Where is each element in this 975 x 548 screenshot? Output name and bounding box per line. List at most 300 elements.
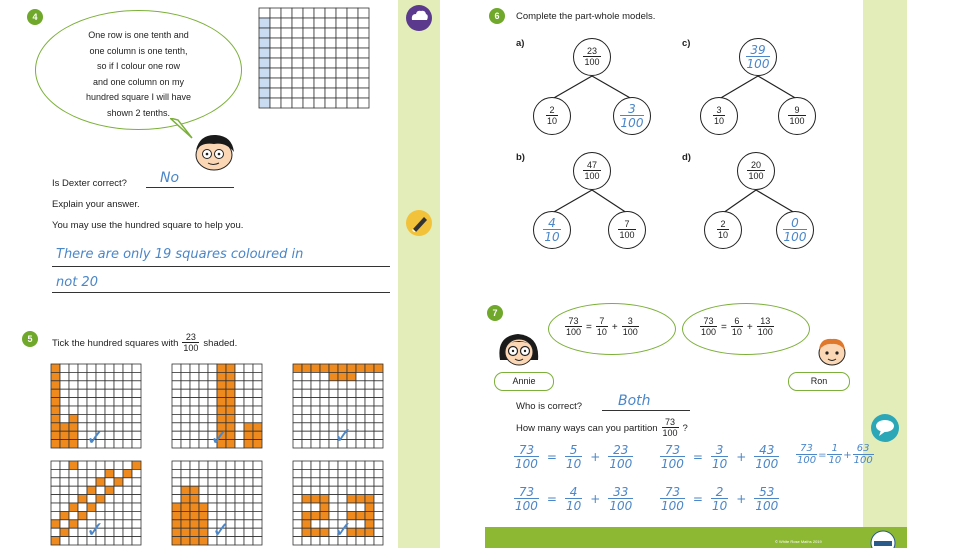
grid-square [293,389,302,397]
grid-square [60,406,69,414]
grid-square [87,461,96,469]
shaded-square [365,495,374,503]
grid-square [311,469,320,477]
grid-square [199,406,208,414]
grid-square [105,495,114,503]
grid-square [87,478,96,486]
shaded-square [320,364,329,372]
answer-line [146,187,234,188]
shaded-square [244,440,253,448]
frac-num: 39 [750,43,766,57]
grid-square [132,528,141,536]
grid-square [293,398,302,406]
grid-square [270,18,281,28]
speech-line: so if I colour one row [96,61,181,71]
grid-square [132,381,141,389]
grid-square [325,88,336,98]
grid-square [244,372,253,380]
frac-den: 100 [783,230,807,244]
grid-square [172,461,181,469]
grid-square [60,478,69,486]
grid-square [217,495,226,503]
grid-square [208,414,217,422]
tick-mark: ✓ [212,518,231,543]
shaded-square [311,364,320,372]
grid-square [190,364,199,372]
grid-square [114,528,123,536]
grid-square [105,431,114,439]
q5-prompt [52,333,237,353]
grid-square [329,478,338,486]
q4-answer: No [160,170,180,186]
grid-square [78,389,87,397]
grid-square [123,520,132,528]
grid-square [69,528,78,536]
grid-square [172,372,181,380]
grid-square [172,431,181,439]
grid-square [123,398,132,406]
grid-square [356,486,365,494]
grid-square [303,88,314,98]
grid-square [281,58,292,68]
grid-square [347,486,356,494]
grid-square [281,48,292,58]
grid-square [78,503,87,511]
grid-square [293,414,302,422]
grid-square [356,381,365,389]
grid-square [253,372,262,380]
frac-num: 73 [703,316,714,326]
grid-square [293,528,302,536]
frac [853,444,874,466]
grid-square [172,364,181,372]
plus-sign: + [736,492,747,506]
model-right-circle[interactable] [613,97,651,135]
tick-mark: ✓ [86,426,105,451]
shaded-square [365,528,374,536]
shaded-square [172,503,181,511]
grid-square [172,414,181,422]
shaded-square [226,398,235,406]
grid-square [320,398,329,406]
plus-sign: + [736,450,747,464]
grid-square [365,537,374,545]
frac [514,444,539,470]
grid-square [293,381,302,389]
model-whole-circle[interactable] [739,38,777,76]
shaded-square [217,364,226,372]
grid-square [356,520,365,528]
speech-line: and one column on my [92,76,185,87]
grid-square [302,406,311,414]
shaded-square [253,423,262,431]
shaded-square [329,364,338,372]
grid-square [60,461,69,469]
grid-square [69,469,78,477]
grid-square [253,478,262,486]
grid-square [329,406,338,414]
grid-square [132,478,141,486]
grid-square [314,8,325,18]
grid-square [235,495,244,503]
grid-square [235,431,244,439]
plus-sign: + [843,449,852,461]
grid-square [96,461,105,469]
equals-sign: = [721,321,727,333]
frac-num: 0 [791,216,799,230]
grid-square [60,398,69,406]
grid-square [374,414,383,422]
grid-square [105,503,114,511]
frac-den: 100 [609,499,633,513]
grid-square [302,478,311,486]
grid-square [132,520,141,528]
grid-square [123,486,132,494]
grid-square [51,495,60,503]
footer-bar [485,527,907,548]
grid-square [356,372,365,380]
q7-partition-prompt [516,418,688,438]
grid-square [172,486,181,494]
grid-square [253,486,262,494]
grid-square [244,478,253,486]
grid-square [123,440,132,448]
grid-square [181,406,190,414]
grid-square [320,461,329,469]
grid-square [244,406,253,414]
grid-square [253,414,262,422]
grid-square [123,503,132,511]
grid-square [329,503,338,511]
grid-square [208,503,217,511]
grid-square [356,398,365,406]
frac-num: 4 [569,485,578,499]
grid-square [347,58,358,68]
model-right-circle[interactable] [776,211,814,249]
frac [757,317,774,337]
grid-square [253,537,262,545]
equals-sign: = [546,450,557,464]
q5-prompt-after: shaded. [203,337,238,349]
grid-square [105,364,114,372]
grid-square [253,469,262,477]
shaded-square [311,495,320,503]
grid-square [132,431,141,439]
dexter-hundred-square [258,7,370,109]
model-fraction [747,161,764,181]
grid-square [253,381,262,389]
grid-square [208,372,217,380]
grid-square [325,8,336,18]
grid-square [69,495,78,503]
model-left-circle[interactable] [533,211,571,249]
grid-square [217,461,226,469]
grid-square [347,28,358,38]
grid-square [302,372,311,380]
grid-square [190,406,199,414]
grid-square [181,372,190,380]
grid-square [217,469,226,477]
grid-square [365,398,374,406]
frac-num: 33 [613,485,629,499]
grid-square [96,372,105,380]
grid-square [347,381,356,389]
frac-den: 10 [731,327,742,337]
grid-square [320,431,329,439]
grid-square [329,469,338,477]
grid-square [114,431,123,439]
grid-square [181,461,190,469]
grid-square [96,398,105,406]
grid-square [311,389,320,397]
grid-square [320,406,329,414]
model-left-circle [533,97,571,135]
grid-square [244,495,253,503]
grid-square [325,48,336,58]
grid-square [320,469,329,477]
model-fraction [546,106,558,126]
grid-square [311,440,320,448]
grid-square [311,486,320,494]
shaded-square [320,511,329,519]
grid-square [329,414,338,422]
grid-square [338,398,347,406]
grid-square [235,423,244,431]
grid-square [132,440,141,448]
shaded-square [199,503,208,511]
grid-square [374,503,383,511]
grid-square [105,461,114,469]
shaded-square [226,414,235,422]
grid-square [105,537,114,545]
frac-den: 100 [701,327,717,337]
grid-square [303,28,314,38]
grid-square [78,364,87,372]
grid-square [302,431,311,439]
shaded-square [320,528,329,536]
grid-square [69,398,78,406]
shaded-square [217,414,226,422]
frac [565,317,582,337]
grid-square [314,88,325,98]
frac-num: 53 [759,485,775,499]
grid-square [356,469,365,477]
grid-square [60,503,69,511]
grid-square [293,440,302,448]
frac-num: 5 [569,443,578,457]
grid-square [105,511,114,519]
grid-square [320,520,329,528]
frac-den: 100 [662,428,678,438]
frac-den: 100 [609,457,633,471]
grid-square [374,461,383,469]
grid-square [123,423,132,431]
shaded-square [217,372,226,380]
grid-square [105,389,114,397]
grid-square [181,381,190,389]
grid-square [132,372,141,380]
grid-square [199,389,208,397]
grid-square [253,511,262,519]
grid-square [199,495,208,503]
grid-square [374,389,383,397]
grid-square [114,469,123,477]
grid-square [181,423,190,431]
frac-num: 1 [831,443,839,454]
grid-square [311,537,320,545]
grid-square [51,511,60,519]
shaded-square [217,406,226,414]
shaded-square [181,503,190,511]
q4-question: Is Dexter correct? [52,178,127,189]
grid-square [69,372,78,380]
frac [622,317,639,337]
frac-num: 13 [760,316,771,326]
grid-square [365,423,374,431]
frac-den: 100 [183,343,199,353]
grid-square [311,398,320,406]
grid-square [132,537,141,545]
discussion-speech-icon [869,412,901,444]
shaded-square [199,537,208,545]
grid-square [123,511,132,519]
grid-square [347,68,358,78]
grid-square [132,495,141,503]
grid-square [60,520,69,528]
grid-square [270,78,281,88]
grid-square [181,364,190,372]
frac-den: 100 [757,327,773,337]
grid-square [374,381,383,389]
grid-square [329,461,338,469]
shaded-square [51,364,60,372]
grid-square [358,18,369,28]
grid-square [190,461,199,469]
grid-square [87,469,96,477]
question-7-badge: 7 [487,305,503,321]
written-partition [660,486,779,512]
plus-sign: + [611,321,618,333]
grid-square [320,372,329,380]
frac-num: 73 [664,443,681,457]
grid-square [270,98,281,108]
grid-square [358,88,369,98]
grid-square [281,88,292,98]
frac-den: 10 [565,457,582,471]
q7-answer: Both [618,393,651,409]
grid-square [78,461,87,469]
grid-square [314,18,325,28]
grid-square [320,537,329,545]
shaded-square [259,48,270,58]
grid-square [190,478,199,486]
grid-square [114,520,123,528]
grid-square [181,469,190,477]
plus-sign: + [590,492,601,506]
shaded-square [96,495,105,503]
grid-square [365,469,374,477]
grid-square [253,389,262,397]
grid-square [96,414,105,422]
grid-square [325,38,336,48]
grid-square [253,528,262,536]
grid-square [132,389,141,397]
grid-square [190,440,199,448]
frac-den: 10 [544,230,560,244]
grid-square [87,406,96,414]
shaded-square [51,537,60,545]
grid-square [199,440,208,448]
grid-square [253,406,262,414]
grid-square [123,381,132,389]
grid-square [244,398,253,406]
shaded-square [69,431,78,439]
frac [754,486,779,512]
grid-square [302,389,311,397]
frac [731,317,743,337]
grid-square [96,381,105,389]
shaded-square [226,372,235,380]
annie-avatar-icon [496,330,542,370]
frac-den: 10 [711,499,728,513]
grid-square [123,364,132,372]
grid-square [270,8,281,18]
grid-square [114,414,123,422]
shaded-square [347,495,356,503]
grid-square [347,503,356,511]
shaded-square [123,469,132,477]
grid-square [311,461,320,469]
grid-square [356,389,365,397]
grid-square [244,520,253,528]
grid-square [181,414,190,422]
grid-square [311,372,320,380]
ron-equation [700,317,774,337]
frac-num: 73 [518,443,535,457]
grid-square [292,8,303,18]
grid-square [172,381,181,389]
grid-square [302,440,311,448]
reasoning-cloud-icon [404,3,434,33]
grid-square [199,398,208,406]
grid-square [347,88,358,98]
grid-square [293,520,302,528]
grid-square [356,537,365,545]
shaded-square [365,520,374,528]
model-fraction [746,44,771,70]
model-label: a) [516,38,525,49]
grid-square [365,440,374,448]
shaded-square [190,511,199,519]
shaded-square [181,537,190,545]
grid-square [338,406,347,414]
footer-copyright: © White Rose Maths 2019 [775,539,822,544]
grid-square [60,364,69,372]
grid-square [292,38,303,48]
grid-square [87,364,96,372]
grid-square [87,389,96,397]
q5-prompt-before: Tick the hundred squares with [52,337,179,349]
frac-num: 2 [720,219,726,229]
tick-mark: ✓ [334,518,353,543]
shaded-square [311,511,320,519]
grid-square [281,78,292,88]
grid-square [302,414,311,422]
grid-square [105,520,114,528]
written-partition [796,444,874,466]
ron-avatar-icon [814,334,850,368]
frac-den: 100 [515,499,538,513]
